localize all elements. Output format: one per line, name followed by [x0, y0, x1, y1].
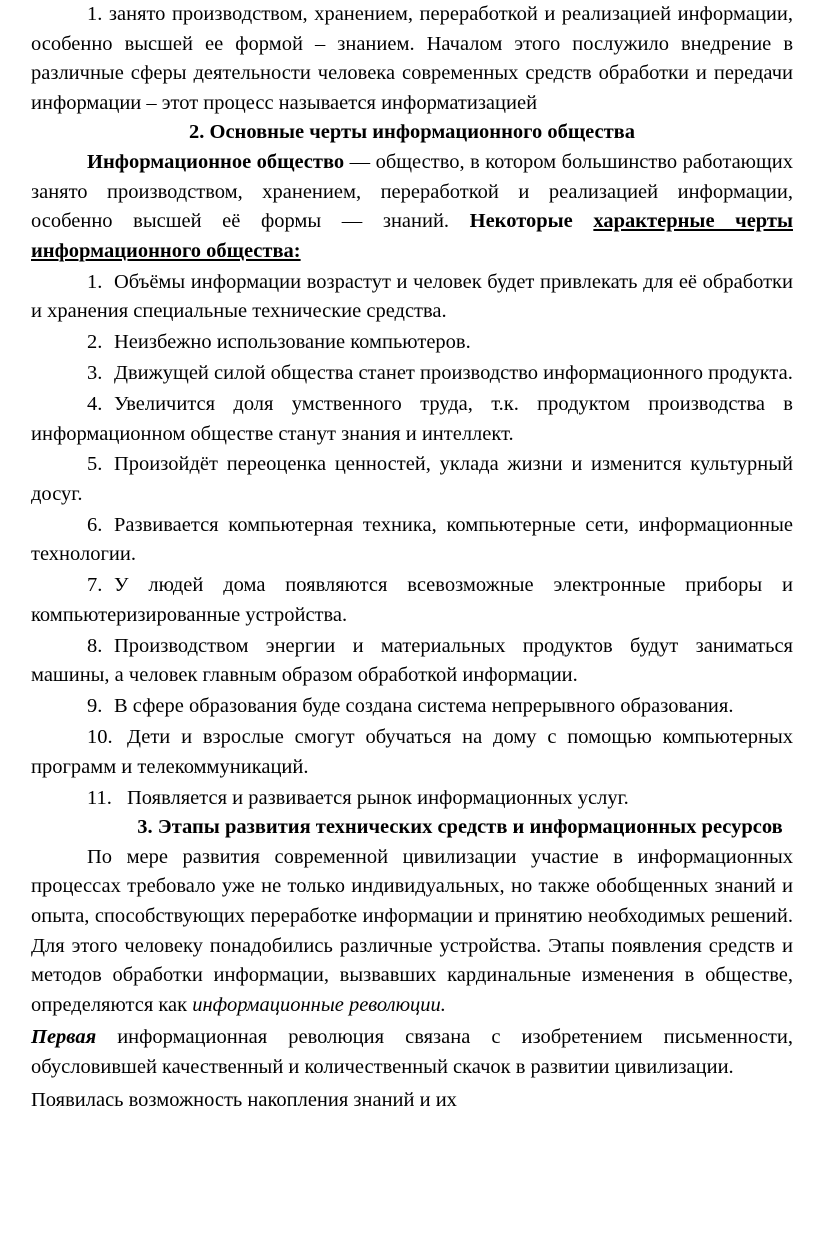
features-list [31, 268, 793, 814]
list-item [31, 328, 793, 358]
list-item [31, 632, 793, 691]
list-item [31, 359, 793, 389]
list-item-text: Увеличится доля умственного труда, т.к. продуктом производства в информационном обществе станут знания и интеллект. [31, 392, 793, 445]
list-item-number: 3. [87, 362, 103, 385]
list-item [31, 784, 793, 814]
list-item [31, 268, 793, 327]
section-2-heading: 2. Основные черты информационного общества [189, 121, 635, 144]
features-prefix: Некоторые [469, 210, 594, 233]
definition-paragraph [31, 148, 793, 266]
definition-text: — общество, в котором большинство работающих занято производством, хранением, переработкой и реализацией информации, особенно высшей её формы — знаний. [31, 150, 793, 233]
list-item [31, 692, 793, 722]
list-item-text: Развивается компьютерная техника, компьютерные сети, информационные технологии. [31, 513, 793, 566]
definition-term: Информационное общество [87, 150, 345, 173]
section-3-paragraph [31, 843, 793, 1021]
list-item-number: 5. [87, 453, 103, 476]
list-item-number: 10. [87, 726, 113, 749]
list-item-number: 2. [87, 331, 103, 354]
list-item [31, 571, 793, 630]
list-item [31, 390, 793, 449]
document-page [31, 0, 793, 1115]
list-item [31, 723, 793, 782]
list-item-text: Объёмы информации возрастут и человек будет привлекать для её обработки и хранения специальные технические средства. [31, 270, 793, 323]
first-revolution-text: информационная революция связана с изобретением письменности, обусловившей качественный и количественный скачок в развитии цивилизации. [31, 1026, 793, 1079]
list-item [31, 450, 793, 509]
list-item-number: 11. [87, 786, 112, 809]
list-item-number: 7. [87, 574, 103, 597]
intro-paragraph: 1. занято производством, хранением, переработкой и реализацией информации, особенно высшей ее формой – знанием. Началом этого послужило внедрение в различные сферы деятельности человека современных средств обработки и передачи информации – этот процесс называется информатизацией [31, 3, 793, 114]
list-item-text: Неизбежно использование компьютеров. [114, 331, 471, 354]
features-title: характерные черты информационного общества: [31, 210, 793, 262]
first-revolution-term: Первая [31, 1026, 97, 1049]
list-item-text: Появляется и развивается рынок информационных услуг. [127, 786, 629, 809]
section-3-heading: 3. Этапы развития технических средств и информационных ресурсов [137, 816, 783, 839]
section-3-italic-term: информационные революции. [192, 993, 446, 1016]
list-item-number: 9. [87, 695, 103, 718]
list-item-text: Производством энергии и материальных продуктов будут заниматься машины, а человек главным образом обработкой информации. [31, 634, 793, 687]
list-item [31, 511, 793, 570]
list-item-text: В сфере образования буде создана система непрерывного образования. [114, 695, 734, 718]
list-item-text: У людей дома появляются всевозможные электронные приборы и компьютеризированные устройства. [31, 574, 793, 626]
trailing-line: Появилась возможность накопления знаний и их [31, 1088, 457, 1111]
list-item-number: 8. [87, 634, 103, 657]
first-revolution-paragraph [31, 1023, 793, 1082]
list-item-text: Движущей силой общества станет производство информационного продукта. [114, 362, 793, 385]
list-item-number: 4. [87, 392, 103, 415]
list-item-text: Произойдёт переоценка ценностей, уклада жизни и изменится культурный досуг. [31, 453, 793, 505]
list-item-number: 6. [87, 513, 103, 536]
list-item-number: 1. [87, 270, 103, 293]
list-item-text: Дети и взрослые смогут обучаться на дому с помощью компьютерных программ и телекоммуникаций. [31, 726, 793, 778]
section-3-text: По мере развития современной цивилизации участие в информационных процессах требовало уже не только индивидуальных, но также обобщенных знаний и опыта, способствующих переработке информации и принятию необходимых решений. Для этого человеку понадобились различные устройства. Этапы появления средств и методов обработки информации, вызвавших кардинальные изменения в обществе, определяются как [31, 845, 793, 1016]
